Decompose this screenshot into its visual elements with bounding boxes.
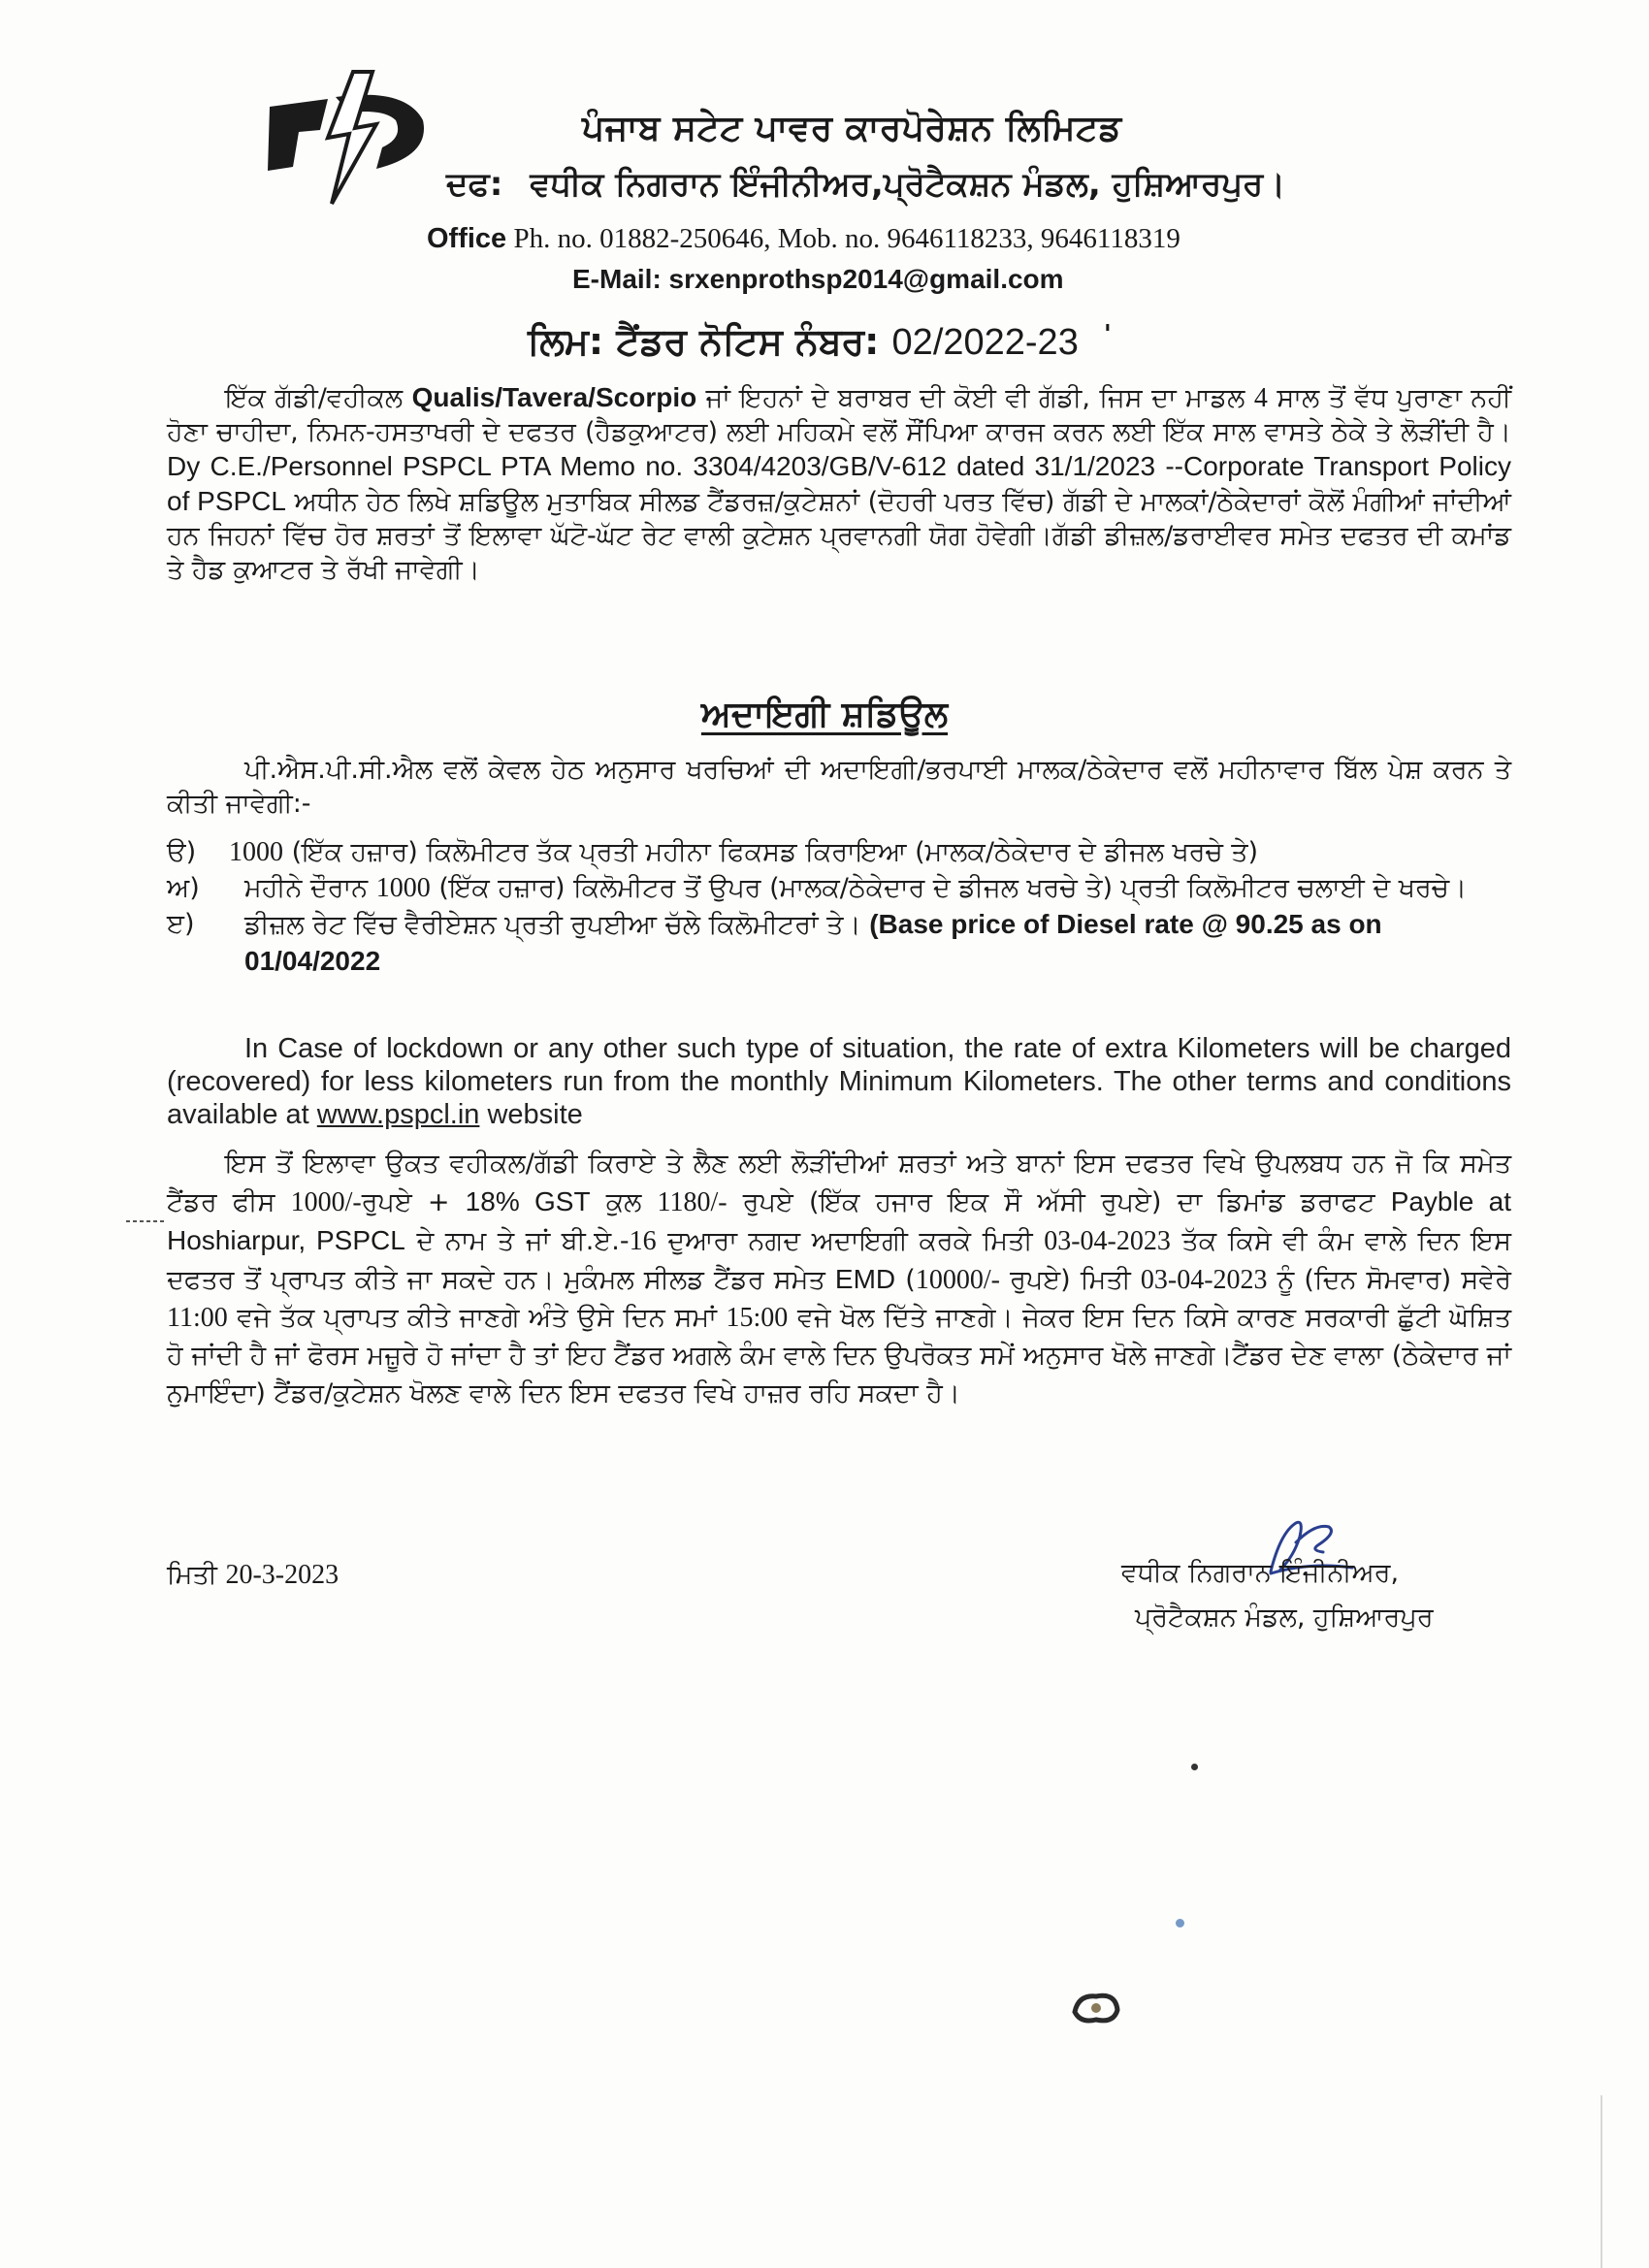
lockdown-paragraph — [167, 1032, 1511, 1131]
text: ਡੀਜ਼ਲ ਰੇਟ ਵਿੱਚ ਵੈਰੀਏਸ਼ਨ ਪ੍ਰਤੀ ਰੁਪਈਆ ਚੱਲੇ ਕਿਲੋਮੀਟਰਾਂ ਤੇ। — [244, 910, 870, 940]
date-label: ਮਿਤੀ — [167, 1560, 226, 1590]
ref-tick: ' — [1103, 320, 1112, 349]
text: 4 — [1253, 383, 1268, 413]
website-link[interactable]: www.pspcl.in — [316, 1099, 480, 1130]
email-line: E-Mail: srxenprothsp2014@gmail.com — [572, 264, 1064, 294]
opening-time: 15:00 — [726, 1303, 789, 1333]
office-name: ਵਧੀਕ ਨਿਗਰਾਨ ਇੰਜੀਨੀਅਰ,ਪ੍ਰੋਟੈਕਸ਼ਨ ਮੰਡਲ, ਹੁਸ਼ਿਆਰਪੁਰ। — [530, 165, 1286, 204]
text: website — [479, 1099, 583, 1130]
text: ਕੁਲ — [590, 1187, 658, 1217]
list-item — [167, 870, 1511, 906]
schedule-heading — [0, 695, 1649, 735]
text: ( — [895, 1265, 916, 1295]
text: ਨੂੰ (ਦਿਨ ਸੋਮਵਾਰ) ਸਵੇਰੇ — [1267, 1265, 1511, 1295]
memo-reference: Dy C.E./Personnel PSPCL PTA Memo no. 3304/4203/GB/V-612 dated 31/1/2023 --Corporate Transport Policy of PSPCL — [167, 451, 1511, 516]
payment-schedule-list — [167, 834, 1511, 980]
issue-date — [167, 1560, 339, 1591]
signatory-office: ਪ੍ਰੋਟੈਕਸ਼ਨ ਮੰਡਲ, ਹੁਸ਼ਿਆਰਪੁਰ — [1135, 1603, 1434, 1633]
text: ਇੱਕ ਗੱਡੀ/ਵਹੀਕਲ — [225, 383, 412, 413]
text: ਵਜੇ ਖੋਲ ਦਿੱਤੇ ਜਾਣਗੇ। ਜੇਕਰ ਇਸ ਦਿਨ ਕਿਸੇ ਕਾਰਣ ਸਰਕਾਰੀ ਛੁੱਟੀ ਘੋਸ਼ਿਤ ਹੋ ਜਾਂਦੀ ਹੈ ਜਾਂ ਫੋਰਸ ਮਜ਼ੂਰੇ ਹੋ ਜਾਂਦਾ ਹੈ ਤਾਂ ਇਹ ਟੈਂਡਰ ਅਗਲੇ ਕੰਮ ਵਾਲੇ ਦਿਨ ਉਪਰੋਕਤ ਸਮੇਂ ਅਨੁਸਾਰ ਖੋਲੇ ਜਾਣਗੇ।ਟੈਂਡਰ ਦੇਣ ਵਾਲਾ (ਠੇਕੇਦਾਰ ਜਾਂ ਨੁਮਾਇੰਦਾ) ਟੈਂਡਰ/ਕੁਟੇਸ਼ਨ ਖੋਲਣ ਵਾਲੇ ਦਿਨ ਇਸ ਦਫਤਰ ਵਿਖੇ ਹਾਜ਼ਰ ਰਹਿ ਸਕਦਾ ਹੈ। — [167, 1303, 1511, 1409]
office-label: ਦਫ: — [446, 165, 503, 204]
text: (ਇੱਕ ਹਜ਼ਾਰ) ਕਿਲੋਮੀਟਰ ਤੋਂ ਉਪਰ (ਮਾਲਕ/ਠੇਕੇਦਾਰ ਦੇ ਡੀਜਲ ਖਰਚੇ ਤੇ) ਪ੍ਰਤੀ ਕਿਲੋਮੀਟਰ ਚਲਾਈ ਦੇ ਖਰਚੇ। — [430, 873, 1468, 903]
pspcl-logo-icon — [260, 70, 435, 206]
org-name: ਪੰਜਾਬ ਸਟੇਟ ਪਾਵਰ ਕਾਰਪੋਰੇਸ਼ਨ ਲਿਮਿਟਡ — [582, 109, 1122, 148]
item-marker: ੲ) — [167, 909, 195, 939]
total-fee: 1180/- — [657, 1187, 728, 1217]
office-line — [446, 165, 1285, 204]
text: 1000 — [229, 837, 283, 867]
phone-text: Ph. no. 01882-250646, Mob. no. 9646118233, 9646118319 — [506, 223, 1180, 254]
item-marker: ੳ) — [167, 837, 197, 867]
tender-fee: 1000/- — [290, 1187, 362, 1217]
text: ਇਸ ਤੋਂ ਇਲਾਵਾ ਉਕਤ ਵਹੀਕਲ/ਗੱਡੀ ਕਿਰਾਏ ਤੇ ਲੈਣ ਲਈ ਲੋੜੀਂਦੀਆਂ ਸ਼ਰਤਾਂ ਅਤੇ ਬਾਨਾਂ ਇਸ ਦਫਤਰ ਵਿਖੇ ਉਪਲਬਧ ਹਨ ਜੋ ਕਿ ਸਮੇਤ ਟੈਂਡਰ ਫੀਸ — [167, 1149, 1511, 1217]
item-marker: ਅ) — [167, 873, 200, 903]
date-value: 20-3-2023 — [225, 1560, 340, 1590]
text: ਦੇ ਨਾਮ ਤੇ ਜਾਂ ਬੀ.ਏ.- — [404, 1226, 630, 1256]
scan-speck — [1191, 1764, 1198, 1770]
text: ਜਾਂ ਇਹਨਾਂ ਦੇ ਬਰਾਬਰ ਦੀ ਕੋਈ ਵੀ ਗੱਡੀ, ਜਿਸ ਦਾ ਮਾਡਲ — [696, 383, 1254, 413]
text: ਰੁਪਏ (ਇੱਕ ਹਜਾਰ ਇਕ ਸੌ ਅੱਸੀ ਰੁਪਏ) ਦਾ ਡਿਮਾਂਡ ਡਰਾਫਟ — [727, 1187, 1391, 1217]
item-text — [244, 906, 1511, 980]
gst-rate: 18% GST — [465, 1186, 591, 1216]
scan-edge — [1600, 2095, 1602, 2268]
text: ਅਧੀਨ ਹੇਠ ਲਿਖੇ ਸ਼ਡਿਊਲ ਮੁਤਾਬਿਕ ਸੀਲਡ ਟੈਂਡਰਜ਼/ਕੁਟੇਸ਼ਨਾਂ (ਦੋਹਰੀ ਪਰਤ ਵਿੱਚ) ਗੱਡੀ ਦੇ ਮਾਲਕਾਂ/ਠੇਕੇਦਾਰਾਂ ਕੋਲੋਂ ਮੰਗੀਆਂ ਜਾਂਦੀਆਂ ਹਨ ਜਿਹਨਾਂ ਵਿੱਚ ਹੋਰ ਸ਼ਰਤਾਂ ਤੋਂ ਇਲਾਵਾ ਘੱਟੋ-ਘੱਟ ਰੇਟ ਵਾਲੀ ਕੁਟੇਸ਼ਨ ਪ੍ਰਵਾਨਗੀ ਯੋਗ ਹੋਵੇਗੀ।ਗੱਡੀ ਡੀਜ਼ਲ/ਡਰਾਈਵਰ ਸਮੇਤ ਦਫਤਰ ਦੀ ਕਮਾਂਡ ਤੇ ਹੈਡ ਕੁਆਟਰ ਤੇ ਰੱਖੀ ਜਾਵੇਗੀ। — [167, 487, 1511, 585]
text: ਰੁਪਏ) ਮਿਤੀ — [999, 1265, 1141, 1295]
payment-paragraph: ਪੀ.ਐਸ.ਪੀ.ਸੀ.ਐਲ ਵਲੋਂ ਕੇਵਲ ਹੇਠ ਅਨੁਸਾਰ ਖਰਚਿਆਂ ਦੀ ਅਦਾਇਗੀ/ਭਰਪਾਈ ਮਾਲਕ/ਠੇਕੇਦਾਰ ਵਲੋਂ ਮਹੀਨਾਵਾਰ ਬਿੱਲ ਪੇਸ਼ ਕਰਨ ਤੇ ਕੀਤੀ ਜਾਵੇਗੀ:- — [167, 755, 1511, 819]
text: ਰੁਪਏ + — [361, 1187, 466, 1217]
heading-text: ਅਦਾਇਗੀ ਸ਼ਡਿਊਲ — [700, 695, 949, 734]
text: ਮਹੀਨੇ ਦੌਰਾਨ — [244, 873, 376, 903]
signatory-title: ਵਧੀਕ ਨਿਗਰਾਨ ਇੰਜੀਨੀਅਰ, — [1121, 1558, 1400, 1588]
emd-amount: 10000/- — [915, 1265, 1000, 1295]
intro-paragraph — [167, 380, 1511, 587]
ref-number: 02/2022-23 — [891, 322, 1079, 363]
text: ਤੱਕ ਕਿਸੇ ਵੀ ਕੰਮ ਵਾਲੇ ਦਿਨ ਇਸ ਦਫਤਰ ਤੋਂ ਪ੍ਰਾਪਤ ਕੀਤੇ ਜਾ ਸਕਦੇ ਹਨ। ਮੁਕੰਮਲ ਸੀਲਡ ਟੈਂਡਰ ਸਮੇਤ — [167, 1226, 1511, 1295]
payable-at: Payble at Hoshiarpur, PSPCL — [167, 1186, 1511, 1255]
text: ਸਾਲ ਤੋਂ ਵੱਧ ਪੁਰਾਣਾ ਨਹੀਂ ਹੋਣਾ ਚਾਹੀਦਾ, ਨਿਮਨ-ਹਸਤਾਖਰੀ ਦੇ ਦਫਤਰ (ਹੈਡਕੁਆਟਰ) ਲਈ ਮਹਿਕਮੇ ਵਲੋਂ ਸੌਂਪਿਆ ਕਾਰਜ ਕਰਨ ਲਈ ਇੱਕ ਸਾਲ ਵਾਸਤੇ ਠੇਕੇ ਤੇ ਲੋੜੀਂਦੀ ਹੈ। — [167, 383, 1511, 447]
tender-reference — [528, 320, 1112, 364]
terms-paragraph — [167, 1145, 1511, 1412]
last-date: 03-04-2023 — [1044, 1226, 1171, 1256]
ink-speck — [1176, 1919, 1184, 1928]
text: (ਇੱਕ ਹਜ਼ਾਰ) ਕਿਲੋਮੀਟਰ ਤੱਕ ਪ੍ਰਤੀ ਮਹੀਨਾ ਫਿਕਸਡ ਕਿਰਾਇਆ (ਮਾਲਕ/ਠੇਕੇਦਾਰ ਦੇ ਡੀਜਲ ਖਰਚੇ ਤੇ) — [283, 837, 1259, 867]
text: ਦੁਆਰਾ ਨਗਦ ਅਦਾਇਗੀ ਕਰਕੇ ਮਿਤੀ — [656, 1226, 1045, 1256]
diesel-base-price: (Base price of Diesel rate @ 90.25 as on 01/04/2022 — [244, 909, 1382, 976]
phone-label: Office — [427, 223, 507, 254]
item-text — [244, 870, 1511, 906]
submission-time: 11:00 — [167, 1303, 228, 1333]
ref-label: ਲਿਮ: ਟੈਂਡਰ ਨੋਟਿਸ ਨੰਬਰ: — [528, 320, 880, 363]
emd-label: EMD — [834, 1264, 896, 1294]
text: ਵਜੇ ਤੱਕ ਪ੍ਰਾਪਤ ਕੀਤੇ ਜਾਣਗੇ ਅੰਤੇ ਉਸੇ ਦਿਨ ਸਮਾਂ — [227, 1303, 727, 1333]
scan-mark — [126, 1218, 165, 1224]
list-item — [167, 834, 1511, 870]
list-item — [167, 906, 1511, 980]
stain-mark — [1067, 1987, 1125, 2027]
contact-line — [427, 223, 1180, 255]
submission-date: 03-04-2023 — [1140, 1265, 1268, 1295]
item-text — [229, 834, 1511, 870]
text: 16 — [629, 1226, 657, 1256]
vehicle-models: Qualis/Tavera/Scorpio — [411, 382, 697, 412]
text: 1000 — [375, 873, 431, 903]
text: In Case of lockdown or any other such type of situation, the rate of extra Kilometers will be charged (recovered) for less kilometers run from the monthly Minimum Kilometers. The other terms and conditions available at — [167, 1033, 1511, 1130]
